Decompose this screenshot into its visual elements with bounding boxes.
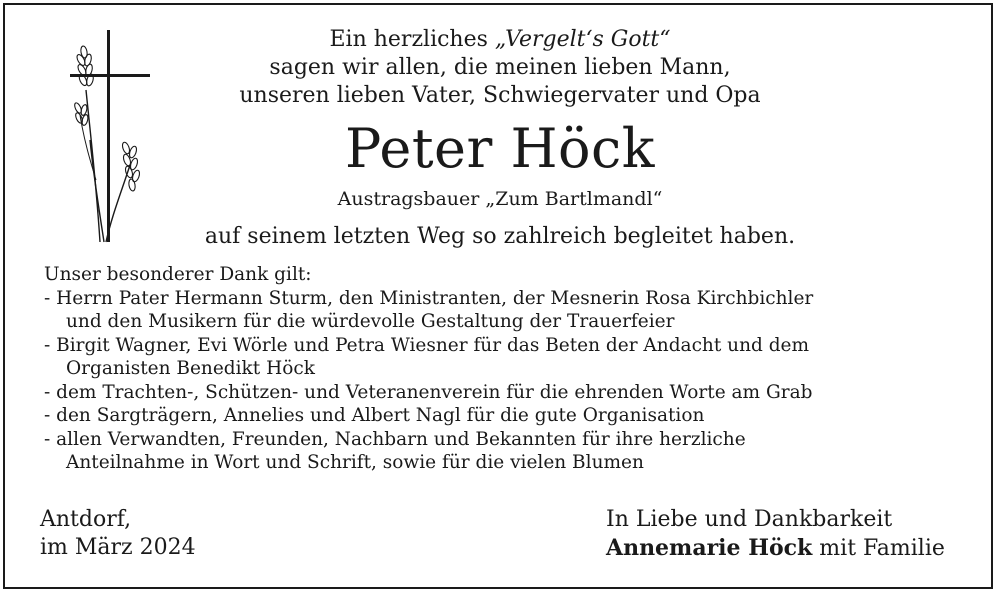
deceased-name: Peter Höck	[344, 117, 656, 180]
signer-name: Annemarie Höck	[606, 535, 813, 561]
vergelts-gott: „Vergelt‘s Gott“	[494, 27, 671, 52]
thanks-heading: Unser besonderer Dank gilt:	[44, 264, 312, 285]
thanks-item-2: - Birgit Wagner, Evi Wörle und Petra Wiesner für das Beten der Andacht und dem	[44, 334, 810, 356]
place-date	[40, 506, 196, 562]
thanks-item-2-continued: Organisten Benedikt Höck	[66, 358, 315, 379]
thanks-item-5-continued: Anteilnahme in Wort und Schrift, sowie für die vielen Blumen	[66, 452, 644, 473]
intro-line-3: unseren lieben Vater, Schwiegervater und Opa	[239, 83, 761, 108]
deceased-subtitle: Austragsbauer „Zum Bartlmandl“	[337, 188, 663, 210]
closing: In Liebe und Dankbarkeit	[606, 507, 893, 532]
thanks-section	[44, 263, 964, 475]
thanks-item-5: - allen Verwandten, Freunden, Nachbarn und Bekannten für ihre herzliche	[44, 428, 746, 450]
place: Antdorf,	[40, 507, 132, 532]
thanks-item-1-continued: und den Musikern für die würdevolle Gestaltung der Trauerfeier	[66, 311, 675, 332]
cross-with-wheat-icon	[60, 30, 160, 250]
signer-suffix: mit Familie	[812, 536, 945, 561]
date: im März 2024	[40, 535, 196, 560]
signer	[606, 534, 945, 563]
thanks-item-4: - den Sargträgern, Annelies und Albert Nagl für die gute Organisation	[44, 405, 705, 426]
signature	[606, 506, 945, 563]
intro-line-2: sagen wir allen, die meinen lieben Mann,	[269, 55, 731, 80]
thanks-item-1: - Herrn Pater Hermann Sturm, den Ministranten, der Mesnerin Rosa Kirchbichler	[44, 287, 814, 309]
farewell-line: auf seinem letzten Weg so zahlreich begleitet haben.	[204, 224, 796, 249]
intro-text	[180, 26, 820, 110]
thanks-item-3: - dem Trachten-, Schützen- und Veteranenverein für die ehrenden Worte am Grab	[44, 381, 813, 403]
intro-line-1: Ein herzliches „Vergelt‘s Gott“	[329, 27, 671, 52]
